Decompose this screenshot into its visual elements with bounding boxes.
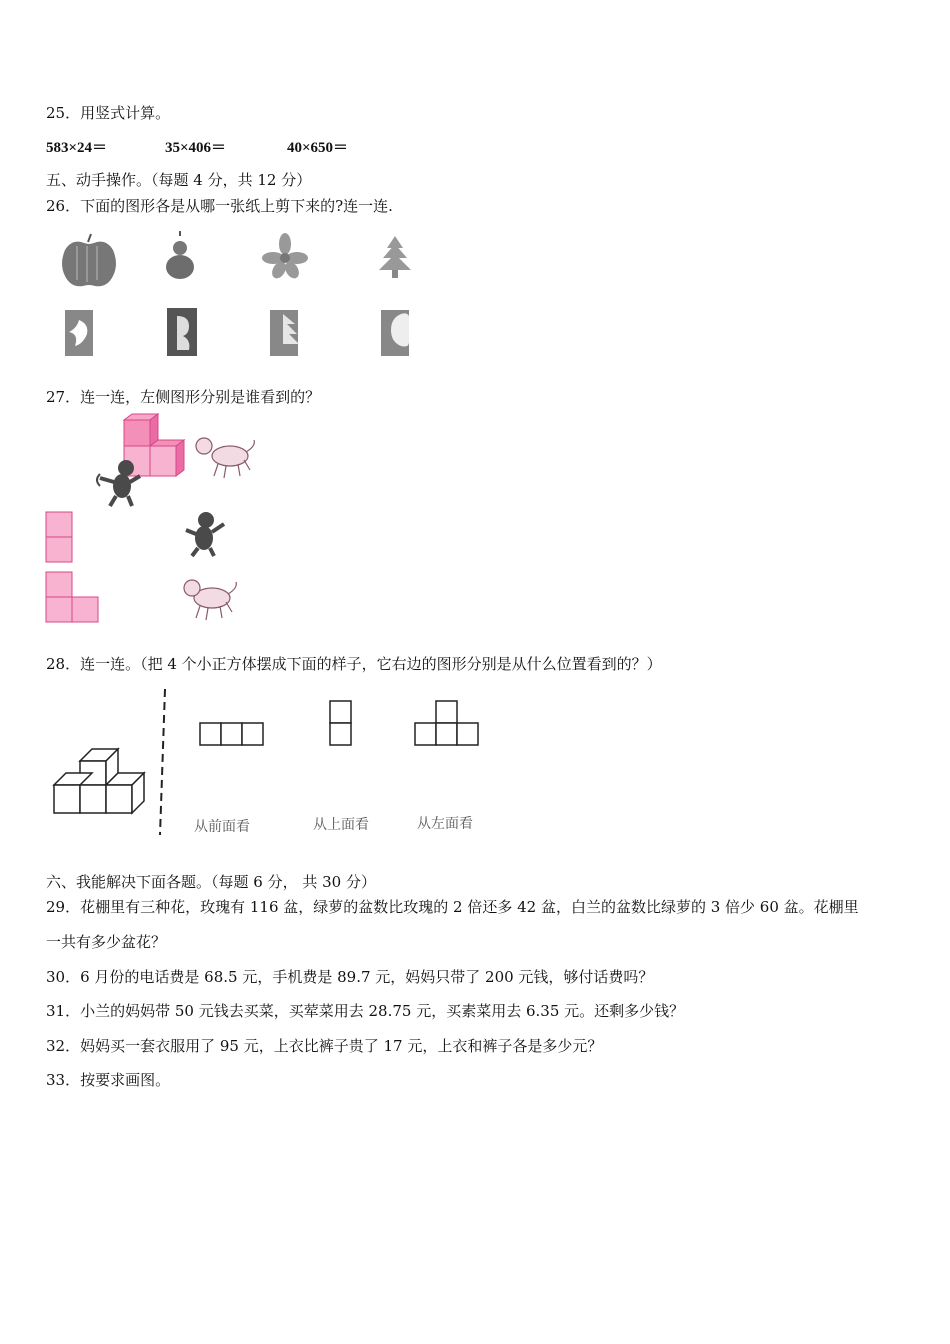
paper-with-leaf-hole-icon [65, 310, 93, 356]
front-view-squares [200, 723, 263, 745]
monkey-icon [186, 512, 224, 556]
apple-shape-icon [62, 234, 116, 286]
section-5-heading: 五、动手操作。（每题 4 分，共 12 分） [46, 171, 312, 189]
caption-front-view: 从前面看 [194, 819, 250, 835]
q33-text: 33．按要求画图。 [46, 1071, 171, 1089]
section-6-heading: 六、我能解决下面各题。（每题 6 分， 共 30 分） [46, 873, 376, 891]
q25-text: 25．用竖式计算。 [46, 104, 171, 122]
dog-icon [184, 580, 236, 620]
calc-3: 40×650＝ [287, 140, 349, 156]
q29-line-1: 29．花棚里有三种花，玫瑰有 116 盆，绿萝的盆数比玫瑰的 2 倍还多 42 盆，白兰的盆数比绿萝的 3 倍少 60 盆。花棚里 [46, 898, 859, 916]
tree-shape-icon [379, 236, 411, 278]
q27-figures [40, 412, 260, 627]
paper-with-tree-hole-icon [270, 310, 299, 356]
q26-cutout-figures [55, 230, 435, 365]
q29-line-2: 一共有多少盆花？ [46, 933, 167, 951]
calc-2: 35×406＝ [165, 140, 227, 156]
monkey-icon [97, 460, 140, 506]
view-l-shape-squares [46, 572, 98, 622]
caption-left-view: 从左面看 [417, 816, 473, 832]
q27-text: 27．连一连，左侧图形分别是谁看到的？ [46, 388, 321, 406]
top-view-squares [330, 701, 351, 745]
flower-shape-icon [262, 233, 308, 281]
left-view-squares [415, 701, 478, 745]
caption-top-view: 从上面看 [313, 817, 369, 833]
cube-arrangement-drawing [54, 749, 144, 813]
q26-text: 26．下面的图形各是从哪一张纸上剪下来的?连一连. [46, 197, 393, 215]
paper-with-apple-hole-icon [381, 310, 409, 356]
gourd-shape-icon [166, 231, 194, 279]
q28-text: 28．连一连。（把 4 个小正方体摆成下面的样子，它右边的图形分别是从什么位置看到的？） [46, 655, 662, 673]
q32-text: 32．妈妈买一套衣服用了 95 元，上衣比裤子贵了 17 元，上衣和裤子各是多少元？ [46, 1037, 603, 1055]
view-two-stacked-squares [46, 512, 72, 562]
dog-icon [196, 438, 254, 478]
q30-text: 30．6 月份的电话费是 68.5 元，手机费是 89.7 元，妈妈只带了 200 元钱，够付话费吗？ [46, 968, 654, 986]
paper-with-gourd-hole-icon [167, 308, 197, 356]
dashed-divider [160, 689, 165, 835]
calc-1: 583×24＝ [46, 140, 108, 156]
q31-text: 31．小兰的妈妈带 50 元钱去买菜，买荤菜用去 28.75 元，买素菜用去 6.35 元。还剩多少钱？ [46, 1002, 685, 1020]
